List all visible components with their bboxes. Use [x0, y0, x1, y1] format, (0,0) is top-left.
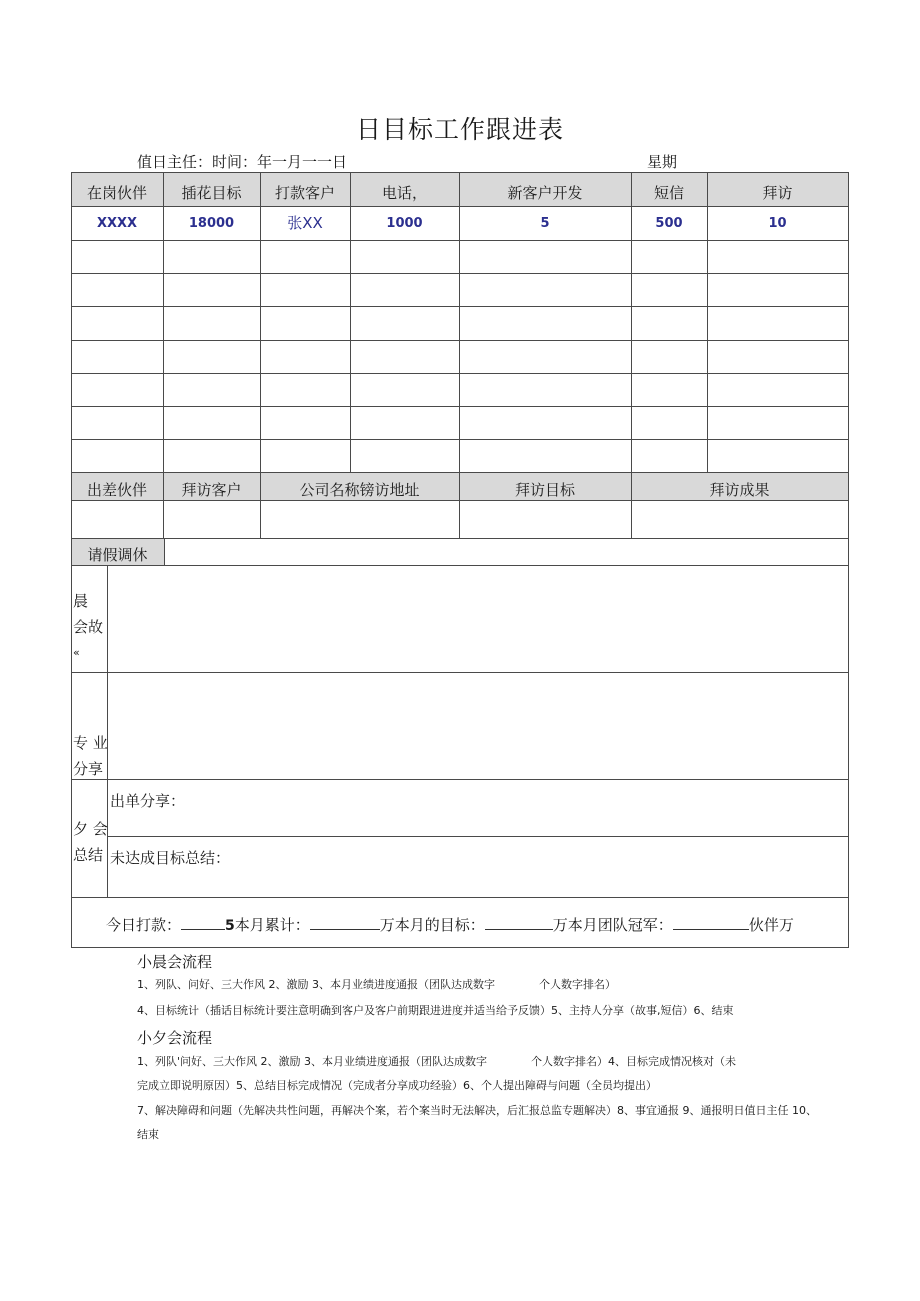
cell-phone: 1000	[386, 216, 423, 231]
page-title: 日目标工作跟进表	[355, 115, 564, 144]
professional-share-label: 专 业 分享	[73, 734, 108, 778]
header-visit-client: 拜访客户	[181, 480, 242, 499]
cell-flower-target: 18000	[188, 216, 235, 231]
header-traveling-partner: 出差伙伴	[86, 480, 147, 499]
evening-process-line-1: 1、列队'问好、三大作风 2、激励 3、本月业绩进度通报（团队达成数字 个人数字排名）4、目标完成情况核对（未	[137, 1055, 737, 1068]
deal-share-label: 出单分享：	[110, 792, 186, 810]
payment-summary-line: 今日打款： 5本月累计： 万本月的目标： 万本月团队冠军： 伙伴万	[106, 916, 794, 934]
cell-paying-client: 张XX	[287, 214, 323, 232]
header-phone: 电话，	[381, 183, 427, 202]
cell-new-client: 5	[540, 216, 550, 231]
evening-summary-label: 夕 会 总结	[73, 820, 108, 864]
header-sms: 短信	[653, 183, 684, 202]
header-partner-on-duty: 在岗伙伴	[86, 183, 147, 202]
morning-process-title: 小晨会流程	[137, 953, 213, 971]
morning-process-line-2: 4、目标统计（插话目标统计要注意明确到客户及客户前期跟进进度并适当给予反馈）5、主持人分享（故事,短信）6、结束	[137, 1004, 734, 1017]
header-flower-target: 插花目标	[181, 183, 242, 202]
evening-process-title: 小夕会流程	[137, 1029, 213, 1047]
weekday-label: 星期	[647, 153, 678, 171]
duty-officer-date-line: 值日主任：时间：年一月一一日	[137, 153, 348, 171]
leave-label: 请假调休	[87, 545, 148, 564]
header-visit-result: 拜访成果	[709, 480, 770, 499]
missed-goal-summary-label: 未达成目标总结：	[110, 849, 231, 867]
header-visit-goal: 拜访目标	[514, 480, 575, 499]
header-company-address: 公司名称镑访地址	[299, 480, 420, 499]
evening-process-line-2: 完成立即说明原因）5、总结目标完成情况（完成者分享成功经验）6、个人提出障碍与问题（全员均提出）	[137, 1079, 657, 1092]
header-visit: 拜访	[762, 183, 793, 202]
morning-meeting-label: 晨 会故 «	[73, 592, 104, 659]
morning-process-line-1: 1、列队、问好、三大作风 2、激励 3、本月业绩进度通报（团队达成数字 个人数字排名）	[137, 978, 616, 991]
cell-sms: 500	[655, 216, 683, 231]
evening-process-line-4: 结束	[137, 1128, 159, 1141]
cell-visit: 10	[768, 216, 787, 231]
header-paying-client: 打款客户	[274, 183, 335, 202]
header-new-client: 新客户开发	[507, 183, 583, 202]
evening-process-line-3: 7、解决障碍和问题（先解决共性问题，再解决个案，若个案当时无法解决，后汇报总监专题解决）8、事宜通报 9、通报明日值日主任 10、	[137, 1104, 817, 1117]
cell-partner: XXXX	[96, 216, 138, 231]
